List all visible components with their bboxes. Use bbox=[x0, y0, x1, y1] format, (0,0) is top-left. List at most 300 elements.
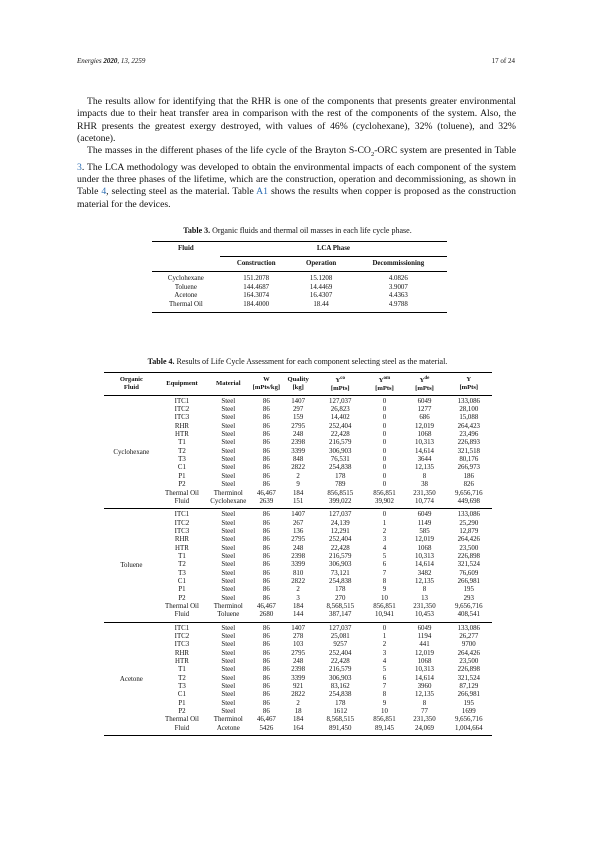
t4-cell: 1612 bbox=[333, 708, 348, 716]
t4-cell: 103 bbox=[292, 641, 304, 649]
t4-cell: 86 bbox=[262, 699, 270, 707]
t3-header-operation: Operation bbox=[293, 257, 350, 272]
t4-cell: 321,518 bbox=[457, 447, 480, 455]
t4-row bbox=[104, 717, 492, 725]
t4-cell: 127,037 bbox=[329, 624, 352, 632]
t4-header-w: W [mPts/kg] bbox=[251, 373, 281, 396]
t4-cell: Thermal Oil bbox=[165, 489, 199, 497]
t4-cell: 1 bbox=[382, 633, 387, 640]
t4-cell: 0 bbox=[382, 511, 387, 519]
t4-cell: 86 bbox=[262, 472, 270, 480]
t4-cell: 2795 bbox=[291, 536, 306, 544]
t4-cell: 2795 bbox=[291, 422, 306, 430]
t3-row bbox=[152, 284, 447, 293]
t3-header-decommissioning: Decommissioning bbox=[350, 257, 447, 272]
t4-cell: 0 bbox=[382, 431, 387, 439]
t4-header-organic-fluid: Organic Fluid bbox=[104, 373, 159, 396]
t4-cell: 1407 bbox=[291, 511, 306, 519]
t4-cell: Steel bbox=[221, 577, 236, 585]
t4-cell: 0 bbox=[382, 447, 387, 455]
t4-cell: 186 bbox=[463, 472, 474, 480]
t4-cell: ITC1 bbox=[174, 397, 190, 405]
t4-cell: 6049 bbox=[417, 397, 432, 405]
t4-cell: 1068 bbox=[417, 431, 432, 439]
t4-cell: T2 bbox=[178, 674, 186, 682]
table-3-caption: Table 3. Organic fluids and thermal oil masses in each life cycle phase. bbox=[183, 226, 412, 235]
t4-cell: 151 bbox=[281, 498, 315, 509]
t3-header-construction: Construction bbox=[220, 257, 293, 272]
t4-cell: 86 bbox=[262, 674, 270, 682]
t4-cell: 387,147 bbox=[315, 612, 366, 623]
t4-cell: 10,313 bbox=[415, 552, 434, 560]
t4-cell: 2398 bbox=[291, 666, 306, 674]
t4-cell: 1407 bbox=[291, 624, 306, 632]
t4-cell: 248 bbox=[292, 658, 304, 666]
t4-cell: 6049 bbox=[417, 511, 432, 519]
t4-cell: Therminol bbox=[213, 489, 243, 497]
t4-cell: 0 bbox=[382, 397, 387, 405]
t4-cell: 86 bbox=[262, 397, 270, 405]
t4-row bbox=[104, 622, 492, 633]
t4-cell: T3 bbox=[178, 456, 186, 464]
t4-cell: 184 bbox=[292, 716, 304, 724]
t4-cell: 1 bbox=[382, 519, 387, 527]
t4-cell: 848 bbox=[292, 456, 304, 464]
table-a1-link[interactable]: A1 bbox=[256, 186, 269, 198]
t4-row bbox=[104, 498, 492, 509]
t4-cell: 278 bbox=[292, 633, 304, 640]
t4-row bbox=[104, 545, 492, 553]
t4-cell: 5 bbox=[382, 666, 387, 674]
t4-cell: 2 bbox=[382, 527, 387, 535]
t4-cell: T2 bbox=[178, 561, 186, 569]
t4-cell: 178 bbox=[335, 699, 346, 707]
t4-cell: HTR bbox=[175, 544, 189, 552]
t4-cell: 13 bbox=[421, 594, 428, 602]
t4-cell: Steel bbox=[221, 561, 236, 569]
t3-cell: Toluene bbox=[174, 283, 197, 291]
t4-cell: 9257 bbox=[333, 641, 348, 649]
t4-fluid-group-label: Cyclohexane bbox=[104, 396, 159, 509]
t4-cell: 399,022 bbox=[315, 498, 366, 509]
t4-cell: P2 bbox=[178, 708, 186, 716]
t4-cell: 86 bbox=[262, 633, 270, 640]
t4-cell: Toluene bbox=[205, 612, 251, 623]
t4-cell: 73,121 bbox=[330, 569, 350, 577]
t4-cell: P1 bbox=[178, 699, 186, 707]
t4-cell: Steel bbox=[221, 431, 236, 439]
t4-cell: 1277 bbox=[417, 406, 432, 414]
t3-cell: Thermal Oil bbox=[152, 301, 220, 312]
t4-cell: 14,614 bbox=[415, 674, 434, 682]
t3-cell: 4.9788 bbox=[350, 301, 447, 312]
t3-header-lca-phase: LCA Phase bbox=[220, 242, 447, 257]
t4-cell: 254,838 bbox=[329, 464, 352, 472]
t4-cell: 0 bbox=[382, 422, 387, 430]
t4-cell: 826 bbox=[463, 481, 474, 489]
t4-cell: Fluid bbox=[159, 498, 205, 509]
t4-cell: 86 bbox=[262, 683, 270, 691]
t4-cell: 0 bbox=[382, 456, 387, 464]
t4-cell: 264,426 bbox=[457, 649, 480, 657]
t4-cell: 133,086 bbox=[457, 624, 480, 632]
paragraph-1: The results allow for identifying that the RHR is one of the components that presents greater environmental impacts due to their heat transfer area in comparison with the rest of the components of the system. Also, the RHR presents the greatest exergy destroyed, with values of 46% (cyclohexane), 32% (toluene), and 32% (acetone). bbox=[77, 96, 516, 145]
t4-cell: 226,893 bbox=[457, 439, 480, 447]
t4-header-y: Y [mPts] bbox=[446, 373, 492, 396]
t4-cell: 0 bbox=[382, 464, 387, 472]
t4-cell: 686 bbox=[419, 414, 430, 422]
t4-cell: ITC2 bbox=[174, 633, 190, 640]
t4-cell: 810 bbox=[292, 569, 304, 577]
t4-cell: 856,851 bbox=[373, 602, 396, 610]
t4-cell: T3 bbox=[178, 683, 186, 691]
t4-cell: Therminol bbox=[213, 716, 243, 724]
t4-cell: 1194 bbox=[417, 633, 432, 640]
t4-cell: 921 bbox=[292, 683, 304, 691]
t3-cell: 4.0826 bbox=[388, 274, 408, 282]
t4-cell: Steel bbox=[221, 456, 236, 464]
t4-cell: 293 bbox=[463, 594, 474, 602]
t3-cell: 18.44 bbox=[293, 301, 350, 312]
t4-cell: 0 bbox=[382, 624, 387, 632]
t4-cell: 159 bbox=[292, 414, 304, 422]
t4-cell: 2680 bbox=[251, 612, 281, 623]
t4-cell: 18 bbox=[294, 708, 302, 716]
t4-cell: ITC3 bbox=[174, 641, 190, 649]
paragraph-2: The masses in the different phases of the life cycle of the Brayton $S-CO_2$-ORC system are presented in Table 3. The LCA methodology was developed to obtain the environmental impacts of each component of the system under the three phases of the lifetime, which are the construction, operation and decommissioning, as shown in Table 4, selecting steel as the material. Table A1 shows the results when copper is proposed as the construction material for the devices. bbox=[77, 145, 517, 210]
t4-cell: 184 bbox=[292, 489, 304, 497]
t4-cell: 10,774 bbox=[403, 498, 445, 509]
table-3-link[interactable]: 3 bbox=[77, 161, 82, 173]
t4-fluid-group-label: Toluene bbox=[104, 509, 159, 622]
t4-cell: P1 bbox=[178, 472, 186, 480]
t4-row bbox=[104, 667, 492, 675]
t4-cell: 22,428 bbox=[330, 431, 350, 439]
t4-cell: C1 bbox=[177, 464, 186, 472]
t4-cell: 23,500 bbox=[459, 658, 479, 666]
t4-cell: 86 bbox=[262, 649, 270, 657]
t4-cell: Steel bbox=[221, 683, 236, 691]
t4-cell: 2822 bbox=[291, 691, 306, 699]
t4-cell: 441 bbox=[419, 641, 430, 649]
t4-row bbox=[104, 612, 492, 623]
t4-cell: 8 bbox=[382, 577, 387, 585]
t3-cell: 16.4307 bbox=[309, 292, 333, 300]
t4-cell: 449,698 bbox=[446, 498, 492, 509]
t4-cell: Steel bbox=[221, 569, 236, 577]
t4-row bbox=[104, 520, 492, 528]
t3-cell: 184.4000 bbox=[220, 301, 293, 312]
t4-cell: 9,656,716 bbox=[455, 602, 483, 610]
t4-cell: 1,004,664 bbox=[446, 725, 492, 736]
t4-cell: 8,568,515 bbox=[326, 602, 355, 610]
t4-cell: 252,404 bbox=[329, 649, 352, 657]
t4-fluid-group-label: Acetone bbox=[104, 622, 159, 735]
t4-cell: Thermal Oil bbox=[165, 716, 199, 724]
t4-cell: 2 bbox=[296, 586, 300, 594]
t4-cell: 231,350 bbox=[413, 489, 436, 497]
t4-cell: 86 bbox=[262, 691, 270, 699]
t4-cell: Steel bbox=[221, 699, 236, 707]
t4-cell: 86 bbox=[262, 464, 270, 472]
t4-cell: Steel bbox=[221, 658, 236, 666]
t4-cell: 254,838 bbox=[329, 577, 352, 585]
t4-cell: 86 bbox=[262, 666, 270, 674]
t4-cell: 2822 bbox=[291, 577, 306, 585]
t4-cell: 178 bbox=[335, 586, 346, 594]
t4-cell: Steel bbox=[221, 422, 236, 430]
t4-cell: 3399 bbox=[291, 674, 306, 682]
t4-cell: 856,851 bbox=[373, 716, 396, 724]
t4-cell: 12,879 bbox=[459, 527, 479, 535]
t4-cell: 8 bbox=[422, 699, 427, 707]
t4-cell: 10,941 bbox=[366, 612, 404, 623]
t4-row bbox=[104, 570, 492, 578]
t4-cell: 133,086 bbox=[457, 511, 480, 519]
t4-cell: 5426 bbox=[251, 725, 281, 736]
t4-cell: 26,823 bbox=[330, 406, 350, 414]
t4-cell: 252,404 bbox=[329, 422, 352, 430]
t4-cell: Steel bbox=[221, 641, 236, 649]
t4-cell: 12,019 bbox=[415, 649, 434, 657]
t3-cell: 164.3074 bbox=[243, 292, 270, 300]
page-number: 17 of 24 bbox=[491, 57, 515, 65]
t4-cell: 86 bbox=[262, 414, 270, 422]
t4-cell: 9,656,716 bbox=[455, 489, 483, 497]
t4-cell: 321,524 bbox=[457, 561, 480, 569]
t4-cell: 12,019 bbox=[415, 536, 434, 544]
t4-cell: 46,467 bbox=[256, 716, 276, 724]
t4-cell: Steel bbox=[221, 527, 236, 535]
t3-cell: 144.4687 bbox=[243, 283, 270, 291]
t4-cell: HTR bbox=[175, 431, 189, 439]
t4-cell: 86 bbox=[262, 624, 270, 632]
t4-cell: 306,903 bbox=[329, 447, 352, 455]
table-4 bbox=[104, 372, 492, 736]
t4-cell: Steel bbox=[221, 536, 236, 544]
t4-cell: 14,614 bbox=[415, 561, 434, 569]
t4-cell: 86 bbox=[262, 552, 270, 560]
t4-cell: 86 bbox=[262, 431, 270, 439]
t4-cell: 248 bbox=[292, 431, 304, 439]
t4-cell: 6 bbox=[382, 674, 387, 682]
t4-cell: 1068 bbox=[417, 658, 432, 666]
t4-cell: 86 bbox=[262, 447, 270, 455]
t4-cell: 226,898 bbox=[457, 666, 480, 674]
t3-cell: 15.1208 bbox=[309, 274, 333, 282]
t4-cell: 89,145 bbox=[366, 725, 404, 736]
t4-cell: 86 bbox=[262, 439, 270, 447]
t4-cell: 1068 bbox=[417, 544, 432, 552]
t4-row bbox=[104, 692, 492, 700]
t4-cell: Steel bbox=[221, 519, 236, 527]
t4-cell: 39,902 bbox=[366, 498, 404, 509]
t4-row bbox=[104, 481, 492, 489]
body-text bbox=[77, 96, 516, 211]
t3-row bbox=[152, 272, 447, 284]
t4-cell: 856,851 bbox=[373, 489, 396, 497]
t4-cell: 252,404 bbox=[329, 536, 352, 544]
t4-cell: Acetone bbox=[205, 725, 251, 736]
t4-cell: 22,428 bbox=[330, 658, 350, 666]
t4-cell: 4 bbox=[382, 544, 387, 552]
t4-cell: 0 bbox=[382, 439, 387, 447]
t4-cell: Steel bbox=[221, 674, 236, 682]
t4-cell: ITC2 bbox=[174, 406, 190, 414]
t3-row bbox=[152, 301, 447, 312]
t4-cell: 2398 bbox=[291, 439, 306, 447]
t4-cell: 3399 bbox=[291, 447, 306, 455]
t4-cell: 0 bbox=[382, 481, 387, 489]
t4-cell: 86 bbox=[262, 481, 270, 489]
t4-row bbox=[104, 562, 492, 570]
t4-cell: 3399 bbox=[291, 561, 306, 569]
t3-cell: 151.2078 bbox=[243, 274, 270, 282]
t4-header-material: Material bbox=[205, 373, 251, 396]
t4-row bbox=[104, 440, 492, 448]
t4-cell: 266,981 bbox=[457, 577, 480, 585]
t4-cell: ITC1 bbox=[174, 624, 190, 632]
t3-cell: 4.4363 bbox=[388, 292, 408, 300]
t4-cell: 3644 bbox=[417, 456, 432, 464]
t4-cell: 77 bbox=[421, 708, 428, 716]
t4-cell: 133,086 bbox=[457, 397, 480, 405]
t4-cell: Steel bbox=[221, 511, 236, 519]
t4-cell: Fluid bbox=[159, 612, 205, 623]
t4-cell: 12,019 bbox=[415, 422, 434, 430]
t4-cell: 10,453 bbox=[403, 612, 445, 623]
t3-cell: 3.9007 bbox=[388, 283, 408, 291]
t4-cell: 144 bbox=[281, 612, 315, 623]
t4-cell: 264,426 bbox=[457, 536, 480, 544]
t4-cell: Thermal Oil bbox=[165, 602, 199, 610]
t4-cell: ITC3 bbox=[174, 527, 190, 535]
t4-cell: 38 bbox=[421, 481, 428, 489]
t4-cell: 46,467 bbox=[256, 602, 276, 610]
t4-cell: 22,428 bbox=[330, 544, 350, 552]
t4-cell: HTR bbox=[175, 658, 189, 666]
t4-cell: RHR bbox=[174, 422, 190, 430]
t4-cell: 86 bbox=[262, 527, 270, 535]
t4-cell: C1 bbox=[177, 691, 186, 699]
t4-row bbox=[104, 725, 492, 736]
t4-cell: 3482 bbox=[417, 569, 432, 577]
t4-cell: T2 bbox=[178, 447, 186, 455]
t4-cell: 1149 bbox=[417, 519, 432, 527]
t4-cell: 14,402 bbox=[330, 414, 350, 422]
t4-cell: 2795 bbox=[291, 649, 306, 657]
t4-cell: Cyclohexane bbox=[205, 498, 251, 509]
t4-cell: 86 bbox=[262, 594, 270, 602]
t4-cell: 8 bbox=[422, 586, 427, 594]
t4-cell: Steel bbox=[221, 397, 236, 405]
t4-cell: 14,614 bbox=[415, 447, 434, 455]
t4-cell: 80,176 bbox=[459, 456, 479, 464]
t4-cell: 12,135 bbox=[415, 464, 434, 472]
t4-cell: 216,579 bbox=[329, 666, 352, 674]
t4-cell: 184 bbox=[292, 602, 304, 610]
table-4-caption: Table 4. Results of Life Cycle Assessment for each component selecting steel as the material. bbox=[147, 357, 448, 366]
t4-cell: 8 bbox=[422, 472, 427, 480]
t4-cell: 86 bbox=[262, 641, 270, 649]
t4-cell: 1407 bbox=[291, 397, 306, 405]
t4-header-equipment: Equipment bbox=[159, 373, 205, 396]
t4-cell: 216,579 bbox=[329, 439, 352, 447]
t4-cell: 297 bbox=[292, 406, 304, 414]
t4-cell: 231,350 bbox=[413, 602, 436, 610]
t4-cell: 25,290 bbox=[459, 519, 479, 527]
t4-cell: 2 bbox=[382, 641, 387, 649]
t4-cell: 3960 bbox=[417, 683, 432, 691]
t4-cell: 216,579 bbox=[329, 552, 352, 560]
t4-cell: 7 bbox=[382, 569, 387, 577]
t4-row bbox=[104, 396, 492, 407]
t4-cell: 248 bbox=[292, 544, 304, 552]
t4-row bbox=[104, 490, 492, 498]
t4-cell: 0 bbox=[382, 414, 387, 422]
t4-cell: 86 bbox=[262, 511, 270, 519]
t4-cell: 10 bbox=[381, 594, 388, 602]
t4-cell: Steel bbox=[221, 691, 236, 699]
t4-cell: T1 bbox=[178, 552, 186, 560]
t4-cell: 266,981 bbox=[457, 691, 480, 699]
t4-cell: 9 bbox=[296, 481, 300, 489]
t4-cell: 76,531 bbox=[330, 456, 350, 464]
t4-cell: 321,524 bbox=[457, 674, 480, 682]
t4-cell: 86 bbox=[262, 561, 270, 569]
t4-cell: C1 bbox=[177, 577, 186, 585]
t4-cell: 9 bbox=[382, 586, 387, 594]
t4-cell: 86 bbox=[262, 544, 270, 552]
t4-cell: 10,313 bbox=[415, 666, 434, 674]
t4-cell: RHR bbox=[174, 649, 190, 657]
t4-cell: P1 bbox=[178, 586, 186, 594]
t4-cell: 231,350 bbox=[413, 716, 436, 724]
t4-cell: Therminol bbox=[213, 602, 243, 610]
t4-cell: 6 bbox=[382, 561, 387, 569]
t4-cell: Fluid bbox=[159, 725, 205, 736]
t4-cell: 25,081 bbox=[330, 633, 350, 640]
t4-cell: 86 bbox=[262, 456, 270, 464]
t4-row bbox=[104, 587, 492, 595]
t4-cell: Steel bbox=[221, 414, 236, 422]
t4-cell: 136 bbox=[292, 527, 304, 535]
t4-cell: 0 bbox=[382, 406, 387, 414]
t4-header-yde: $Y^{de}$ [mPts] bbox=[403, 373, 445, 396]
t4-cell: 12,135 bbox=[415, 691, 434, 699]
t4-cell: 24,069 bbox=[403, 725, 445, 736]
t3-cell: Cyclohexane bbox=[167, 274, 204, 282]
t4-cell: Steel bbox=[221, 472, 236, 480]
t3-cell: Acetone bbox=[174, 292, 198, 300]
t4-header-quality: Quality [kg] bbox=[281, 373, 315, 396]
t4-cell: 86 bbox=[262, 406, 270, 414]
t3-row bbox=[152, 292, 447, 301]
t4-cell: 5 bbox=[382, 552, 387, 560]
t4-cell: Steel bbox=[221, 624, 236, 632]
t4-cell: ITC3 bbox=[174, 414, 190, 422]
t4-cell: 28,100 bbox=[459, 406, 479, 414]
t4-cell: 8,568,515 bbox=[326, 716, 355, 724]
t4-cell: Steel bbox=[221, 633, 236, 640]
t4-cell: 408,541 bbox=[446, 612, 492, 623]
t4-cell: 86 bbox=[262, 536, 270, 544]
t4-cell: Steel bbox=[221, 708, 236, 716]
t4-cell: 24,139 bbox=[330, 519, 350, 527]
t4-cell: 8 bbox=[382, 691, 387, 699]
table-4-link[interactable]: 4 bbox=[101, 186, 107, 198]
t4-cell: Steel bbox=[221, 666, 236, 674]
